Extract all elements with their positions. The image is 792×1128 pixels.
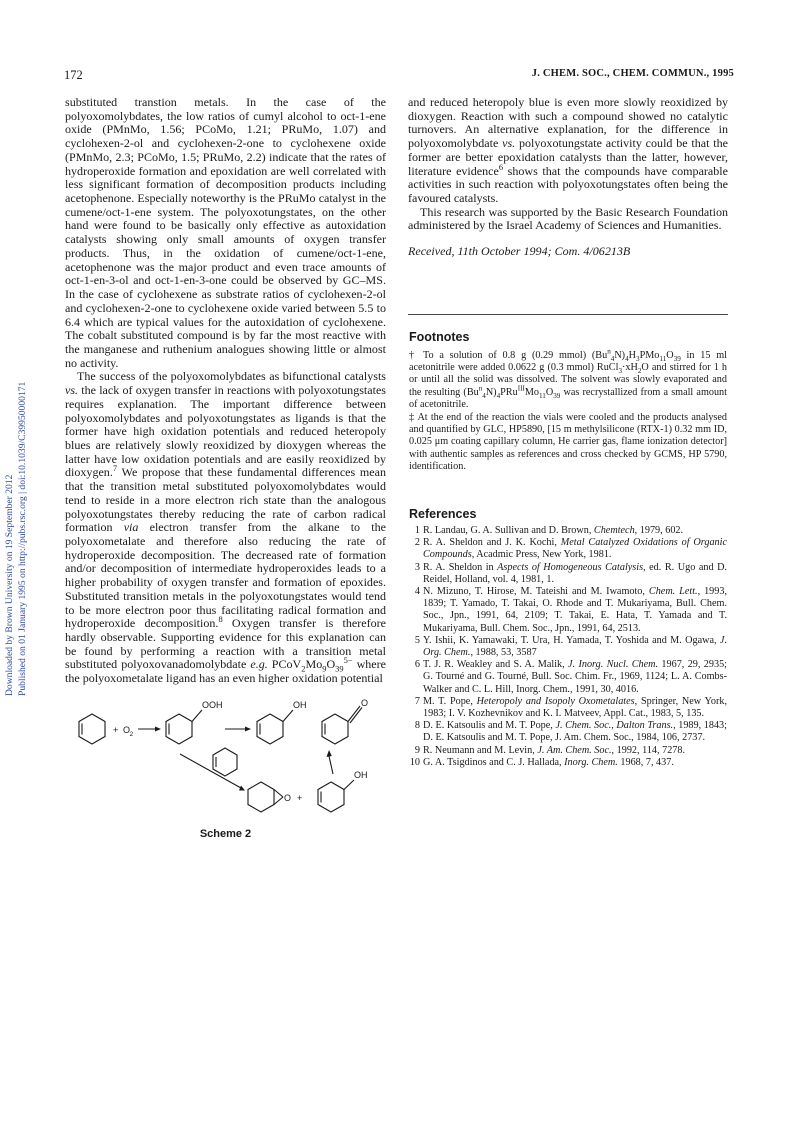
paragraph: and reduced heteropoly blue is even more slowly reoxidized by dioxygen. Reaction with such a compound showed no catalytic turnovers. An alternative explanation, for the difference in polyoxomolybdate vs. polyoxotungstate activity could be that the former are better epoxidation catalysts than the latter, however, literature evidence$^6$ shows that the compounds have comparable activities in such reaction with polyoxotungstates often being the favoured catalysts.	[408, 95, 728, 206]
reference-authors: N. Mizuno, T. Hirose, M. Tateishi and M. Iwamoto,	[423, 586, 649, 598]
arrow	[180, 754, 241, 788]
ketone-o-label: O	[361, 698, 369, 708]
reference-details: 1968, 7, 437.	[617, 756, 674, 768]
cyclohexenol-product-structure	[318, 780, 354, 812]
cyclohexene-intermediate-structure	[213, 748, 237, 776]
oxygen-label: O	[123, 725, 131, 735]
footnotes-heading: Footnotes	[409, 330, 470, 344]
reference-number: 5	[414, 634, 420, 646]
reference-item	[409, 562, 727, 586]
reference-item	[409, 525, 727, 537]
reference-details: 1967, 29, 2935; G. Tourné and G. Tourné, Bull. Soc. Chim. Fr., 1969, 1124; L. A. Combs-Walker and C. L. Hill, Inorg. Chem., 1991, 30, 4016.	[423, 659, 727, 695]
reference-source: J. Am. Chem. Soc.	[537, 744, 612, 756]
cyclohexenone-structure	[322, 706, 362, 744]
reference-number: 4	[414, 586, 420, 598]
section-divider	[408, 314, 728, 315]
reference-number: 9	[414, 744, 420, 756]
paragraph: substituted transtion metals. In the case of the polyoxomolybdates, the low ratios of cumyl alcohol to oct-1-ene oxide (PMnMo, 1.56; PCoMo, 1.21; PRuMo, 1.07) and cyclohexen-2-ol and cyclohexen-2-one to cyclohexene oxide (PMnMo, 2.3; PCoMo, 1.5; PRuMo, 2.2) indicate that the rates of hydroperoxide formation and epoxidation are well correlated with less significant formation of decomposition products including acetophenone. Especially noteworthy is the PRuMo catalyst in the cumene/oct-1-ene system. The polyoxotungstates, on the other hand were found to be basically only effective as autoxidation catalysts showing only small amounts of oxygen transfer products. Thus, in the oxidation of cumene/oct-1-ene, acetophenone was the major product and even trace amounts of oct-1-en-3-ol and oct-1-en-3-one could be observed by GC–MS. In the case of cyclohexene as substrate ratios of cyclohexen-2-ol and cyclohexen-2-one to cyclohexene oxide varied between 5.5 to 6.4 which are typical values for the autoxidation of cyclohexene. The cobalt substituted compound is by far the most reactive with the manganese and ruthenium analogues showing little or almost no activity.	[65, 95, 386, 370]
plus-sign: +	[297, 793, 303, 803]
page-number: 172	[64, 68, 83, 82]
right-column	[408, 96, 728, 259]
oh-label: OH	[293, 700, 307, 710]
reference-source: Heteropoly and Isopoly Oxometalates	[476, 695, 635, 707]
reference-authors: M. T. Pope,	[423, 695, 477, 707]
reference-source: J. Inorg. Nucl. Chem.	[568, 659, 659, 671]
reference-item	[409, 757, 727, 769]
reference-source: J. Org. Chem.	[423, 634, 727, 659]
left-column	[65, 96, 386, 686]
arrow	[329, 756, 333, 774]
footnote: † To a solution of 0.8 g (0.29 mmol) $(Bu^n_4N)_4H_3PMo_{11}O_{39}$ in 15 ml acetonitrile were added 0.0622 g (0.3 mmol) $RuCl_3\cdot xH_2O$ and stirred for 1 h or until all the solid was dissolved. The solvent was slowly evaporated and the resulting $(Bu^n_4N)_4PRu^{III}Mo_{11}O_{39}$ was recrystallized from a small amount of acetonitrile.	[409, 347, 727, 410]
cyclohexenol-structure	[257, 710, 293, 744]
reference-item	[409, 659, 727, 696]
reference-number: 8	[414, 720, 420, 732]
epoxide-o-label: O	[284, 793, 292, 803]
reference-item	[409, 635, 727, 659]
cyclohexene-oxide-structure	[248, 782, 283, 812]
reference-authors: R. A. Sheldon and J. K. Kochi,	[423, 537, 561, 549]
reference-item	[409, 537, 727, 561]
oh-label: OH	[354, 770, 368, 780]
reference-details: , 1992, 114, 7278.	[611, 744, 686, 756]
reference-details: , 1979, 602.	[634, 525, 684, 536]
reference-authors: T. J. R. Weakley and S. A. Malik,	[423, 659, 569, 671]
page-header	[64, 68, 734, 84]
reference-source: Metal Catalyzed Oxidations of Organic Compounds	[423, 537, 727, 561]
reference-authors: R. Landau, G. A. Sullivan and D. Brown,	[423, 525, 594, 536]
reference-details: , Acadmic Press, New York, 1981.	[471, 549, 612, 561]
plus-sign: +	[113, 725, 119, 735]
acknowledgement: This research was supported by the Basic Research Foundation administered by the Israel Academy of Sciences and Humanities.	[408, 204, 728, 233]
reference-source: J. Chem. Soc., Dalton Trans.	[555, 720, 674, 732]
reference-details: , 1988, 53, 3587	[470, 647, 537, 659]
reference-number: 2	[414, 537, 420, 549]
reference-item	[409, 586, 727, 635]
doi-note[interactable]: Published on 01 January 1995 on http://pubs.rsc.org | doi:10.1039/C39950000171	[17, 381, 28, 696]
reference-number: 10	[409, 756, 420, 768]
reference-number: 3	[414, 561, 420, 573]
reference-number: 7	[414, 695, 420, 707]
download-note: Downloaded by Brown University on 19 September 2012	[4, 474, 15, 696]
footnotes	[409, 347, 727, 474]
reference-source: Inorg. Chem.	[564, 756, 618, 768]
reference-authors: Y. Ishii, K. Yamawaki, T. Ura, H. Yamada, T. Yoshida and M. Ogawa,	[423, 634, 720, 646]
scheme-caption: Scheme 2	[199, 828, 252, 840]
reference-number: 6	[414, 659, 420, 671]
cyclohexene-structure	[79, 714, 105, 744]
reference-details: , Springer, New York, 1983; I. V. Kozhevnikov and K. I. Matveev, Appl. Cat., 1983, 5, 135.	[423, 695, 727, 720]
received-date: Received, 11th October 1994; Com. 4/06213B	[408, 244, 631, 259]
ooh-label: OOH	[202, 700, 223, 710]
download-watermark	[0, 250, 36, 700]
journal-title: J. CHEM. SOC., CHEM. COMMUN., 1995	[531, 68, 734, 79]
reference-source: Chemtech	[593, 525, 635, 536]
reference-item	[409, 696, 727, 720]
reference-authors: G. A. Tsigdinos and C. J. Hallada,	[423, 756, 565, 768]
footnote: ‡ At the end of the reaction the vials were cooled and the products analysed and quantified by GLC, HP5890, [15 m methylsilicone (RTX-1) 0.32 mm ID, 0.025 μm coating capillary column, He carrier gas, flame ionization detector] with authentic samples as references and cross checked by GCMS, HP 5790, identification.	[409, 412, 727, 472]
reference-source: Chem. Lett.	[648, 586, 698, 598]
scheme-drawing	[65, 694, 386, 818]
reference-number: 1	[414, 525, 420, 536]
reference-item	[409, 745, 727, 757]
paragraph: The success of the polyoxomolybdates as bifunctional catalysts vs. the lack of oxygen transfer in reactions with polyoxotungstates requires explanation. The important difference between polyoxomolybdates and polyoxotungstates as ligands is that the former have high oxidation potentials and reduced heteropoly blues are relatively slowly reoxidized by dioxygen whereas the latter have low oxidation potentials and are easily reoxidized by dioxygen.$^7$ We propose that these fundamental differences mean that the transition metal substituted polyoxomolybdates would tend to reside in a more electron rich state than the analogous polyoxotungstates thereby reducing the rate of carbon radical formation via electron transfer from the alkane to the polyoxometalate and therefore also reducing the rate of hydroperoxide decomposition. The decreased rate of formation and/or decomposition of intermediate hydroperoxides leads to a higher probability of oxygen transfer and formation of epoxides. Substituted transition metals in the polyoxotungstates would tend to be more electron poor thus facilitating radical formation and hydroperoxide decomposition.$^8$ Oxygen transfer is therefore hardly observable. Supporting evidence for this explanation can be found by performing a reaction with a transition metal substituted polyoxovanadomolybdate e.g. $PCoV_2Mo_9O_{39}^{5-}$ where the polyoxometalate ligand has an even higher oxidation potential	[65, 369, 386, 686]
reference-authors: R. A. Sheldon in	[423, 561, 498, 573]
reference-details: , ed. R. Ugo and D. Reidel, Holland, vol. 4, 1981, 1.	[423, 561, 727, 585]
cyclohexenyl-hydroperoxide-structure	[166, 710, 202, 744]
reference-details: , 1989, 1843; D. E. Katsoulis and M. T. Pope, J. Am. Chem. Soc., 1984, 106, 2737.	[423, 720, 727, 744]
references-heading: References	[409, 507, 477, 521]
reference-authors: D. E. Katsoulis and M. T. Pope,	[423, 720, 556, 732]
reference-item	[409, 720, 727, 744]
reference-source: Aspects of Homogeneous Catalysis	[497, 561, 644, 573]
reference-list	[409, 525, 727, 769]
oxygen-subscript: 2	[129, 731, 134, 738]
reaction-scheme	[65, 694, 386, 818]
reference-authors: R. Neumann and M. Levin,	[423, 744, 538, 756]
reference-details: , 1993, 1839; T. Yamado, T. Takai, O. Rhode and T. Mukariyama, Bull. Chem. Soc., Jpn., 1991, 64, 2109; T. Takai, E. Hata, T. Yamada and T. Mukariyama, Bull. Chem. Soc., Jpn., 1991, 64, 2513.	[423, 586, 728, 634]
